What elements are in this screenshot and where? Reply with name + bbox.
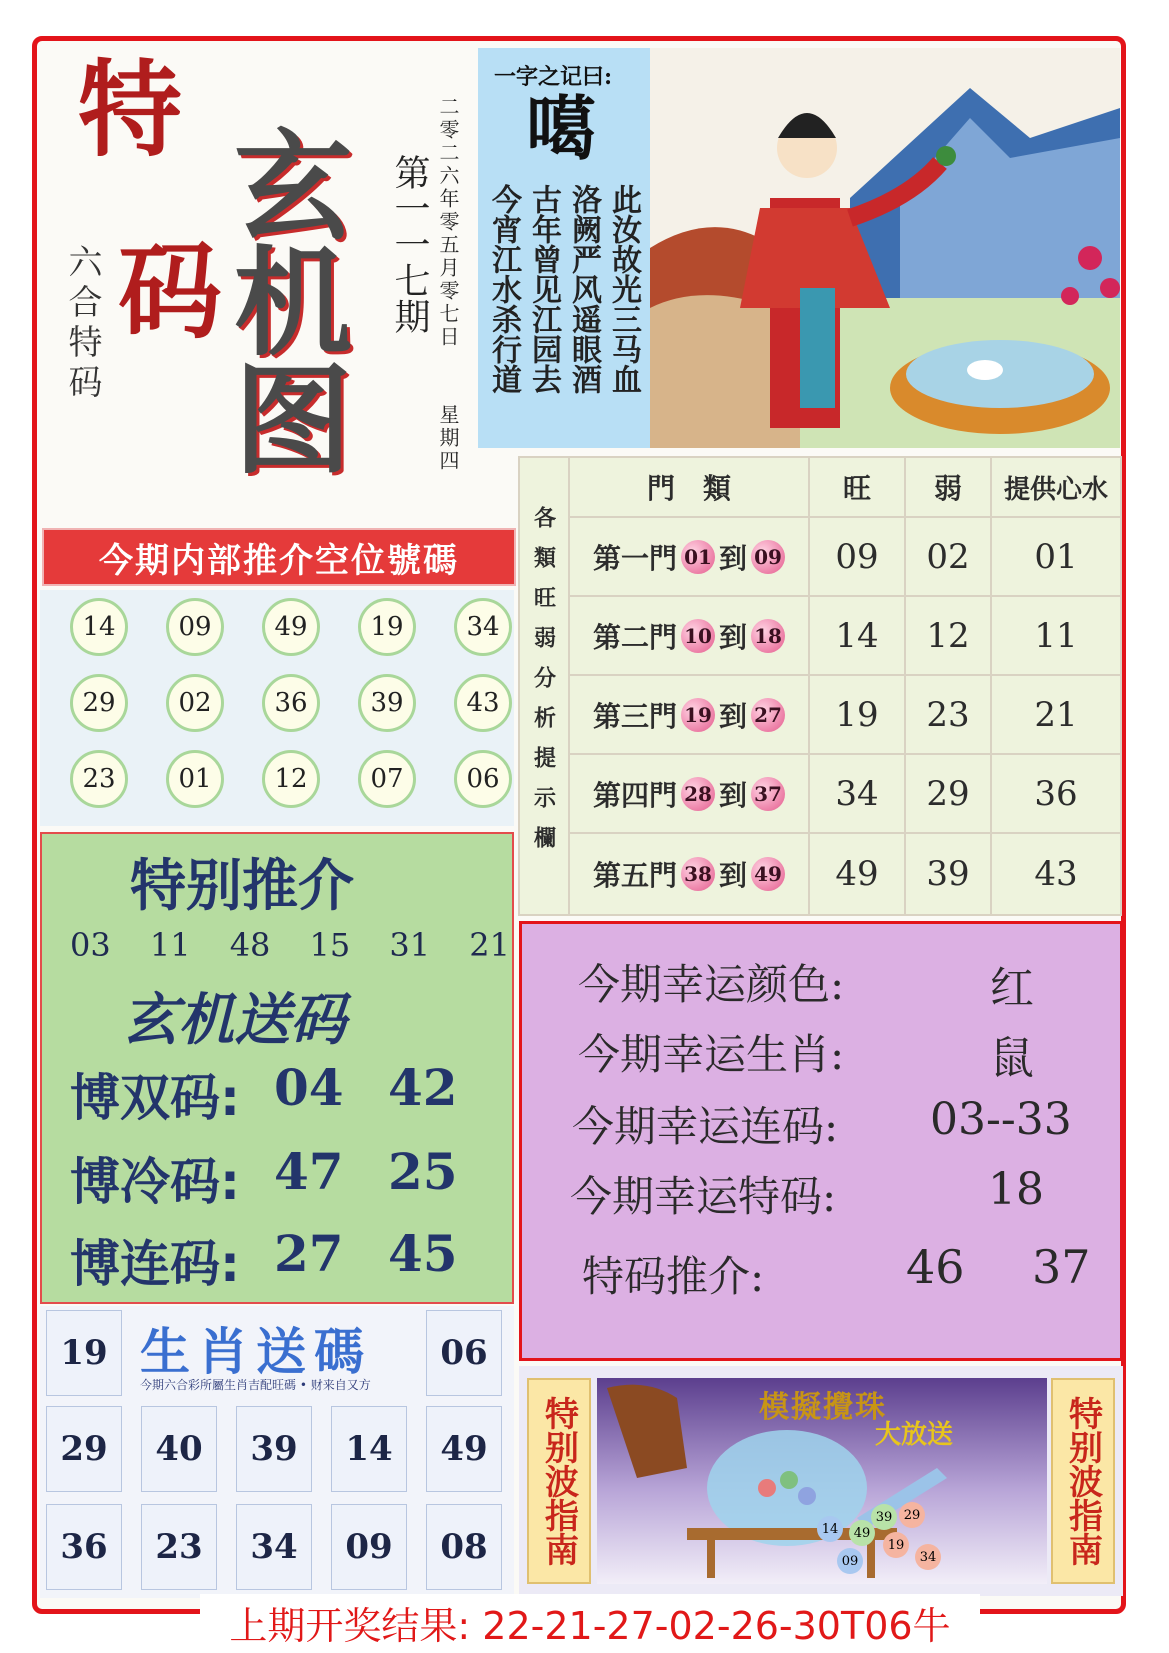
draw-date: 二零二六年零五月零七日 [436, 96, 460, 349]
row-1-to-ball: 09 [751, 540, 785, 574]
row-5-wang: 49 [808, 834, 904, 914]
row-2-to-ball: 18 [751, 619, 785, 653]
zodiac-number: 49 [426, 1406, 502, 1492]
liuhe-tema-label: 六合特码 [62, 244, 102, 404]
draw-weekday: 星期四 [436, 404, 460, 473]
table-row-1-category [568, 518, 808, 597]
special-number: 11 [149, 926, 191, 964]
zodiac-number: 06 [426, 1310, 502, 1396]
internal-number: 39 [358, 674, 416, 732]
internal-number: 43 [454, 674, 512, 732]
row-1-tip: 01 [990, 518, 1120, 597]
row-4-wang: 34 [808, 755, 904, 834]
draw-ball: 39 [871, 1504, 897, 1530]
internal-title: 今期内部推介空位號碼 [42, 528, 516, 586]
zodiac-number: 08 [426, 1504, 502, 1590]
table-row-5-category [568, 834, 808, 914]
tema-recommend-a: 46 [906, 1240, 965, 1294]
title-ma: 码 [118, 230, 223, 353]
last-draw-result: 上期开奖结果: 22-21-27-02-26-30T06牛 [200, 1594, 980, 1650]
bo-shuang-label: 博双码: [70, 1069, 240, 1127]
row-3-to-label: 到 [719, 699, 748, 733]
draw-title: 模擬攪珠 [759, 1390, 887, 1425]
draw-ball: 14 [817, 1516, 843, 1542]
table-row-4-category [568, 755, 808, 834]
row-3-to-ball: 27 [751, 698, 785, 732]
row-5-tip: 43 [990, 834, 1120, 914]
draw-ball: 29 [899, 1502, 925, 1528]
row-4-name: 第四門 [592, 778, 677, 812]
zodiac-number: 14 [331, 1406, 407, 1492]
title-ji: 机 [234, 233, 353, 372]
table-header-category: 門 類 [568, 458, 808, 518]
period-label: 第一一七期 [389, 154, 430, 334]
row-1-name: 第一門 [592, 541, 677, 575]
special-number: 15 [309, 926, 351, 964]
draw-ball: 19 [883, 1532, 909, 1558]
special-number: 48 [229, 926, 271, 964]
scholar-illustration [650, 48, 1120, 448]
row-3-name: 第三門 [592, 699, 677, 733]
lucky-zodiac-label: 今期幸运生肖: [578, 1030, 845, 1079]
row-2-tip: 11 [990, 597, 1120, 676]
row-5-from-ball: 38 [681, 857, 715, 891]
row-4-to-ball: 37 [751, 777, 785, 811]
row-1-wang: 09 [808, 518, 904, 597]
bo-shuang-a: 04 [274, 1058, 344, 1117]
lucky-zodiac-value: 鼠 [990, 1033, 1034, 1084]
bo-leng-b: 25 [388, 1142, 458, 1201]
row-3-wang: 19 [808, 676, 904, 755]
bo-leng-a: 47 [274, 1142, 344, 1201]
send-code-title: 玄机送码 [122, 988, 346, 1053]
internal-number: 07 [358, 750, 416, 808]
internal-number: 23 [70, 750, 128, 808]
zodiac-number: 40 [141, 1406, 217, 1492]
lucky-panel [519, 921, 1123, 1361]
row-5-ruo: 39 [904, 834, 990, 914]
internal-number: 34 [454, 598, 512, 656]
row-2-from-ball: 10 [681, 619, 715, 653]
category-analysis-table [518, 456, 1122, 916]
internal-number: 09 [166, 598, 224, 656]
internal-number: 06 [454, 750, 512, 808]
zodiac-panel [40, 1306, 514, 1598]
tema-recommend-b: 37 [1032, 1240, 1091, 1294]
bo-lian-b: 45 [388, 1224, 458, 1283]
table-side-label: 各類旺弱分析提示欄 [530, 506, 557, 866]
draw-subtitle: 大放送 [875, 1420, 954, 1450]
row-3-tip: 21 [990, 676, 1120, 755]
special-numbers [70, 926, 510, 964]
special-title: 特别推介 [130, 854, 354, 919]
row-1-from-ball: 01 [681, 540, 715, 574]
draw-ball: 49 [849, 1520, 875, 1546]
simulated-draw-panel [519, 1366, 1123, 1596]
table-header-wang: 旺 [808, 458, 904, 518]
row-2-wang: 14 [808, 597, 904, 676]
bo-lian-a: 27 [274, 1224, 344, 1283]
table-header-ruo: 弱 [904, 458, 990, 518]
lucky-color-label: 今期幸运颜色: [578, 960, 845, 1009]
special-number: 21 [469, 926, 510, 964]
zodiac-number: 39 [236, 1406, 312, 1492]
special-number: 31 [389, 926, 431, 964]
lucky-lianma-value: 03--33 [930, 1094, 1072, 1145]
zodiac-number: 36 [46, 1504, 122, 1590]
riddle-line-4: 今宵江水杀行道 [486, 184, 521, 394]
draw-ball: 34 [915, 1544, 941, 1570]
lucky-color-value: 红 [990, 963, 1034, 1014]
zodiac-number: 23 [141, 1504, 217, 1590]
draw-ball: 09 [837, 1548, 863, 1574]
riddle-line-1: 此汝故光三马血 [606, 184, 641, 394]
table-row-3-category [568, 676, 808, 755]
lucky-lianma-label: 今期幸运连码: [572, 1102, 839, 1151]
internal-numbers-panel [40, 590, 514, 826]
row-5-to-ball: 49 [751, 857, 785, 891]
row-1-ruo: 02 [904, 518, 990, 597]
internal-number: 19 [358, 598, 416, 656]
row-3-from-ball: 19 [681, 698, 715, 732]
row-4-tip: 36 [990, 755, 1120, 834]
riddle-line-3: 古年曾见江园去 [526, 184, 561, 394]
guide-side-right: 特别波指南 [1051, 1378, 1115, 1584]
internal-number: 12 [262, 750, 320, 808]
row-3-ruo: 23 [904, 676, 990, 755]
row-4-to-label: 到 [719, 778, 748, 812]
zodiac-number: 34 [236, 1504, 312, 1590]
row-2-name: 第二門 [592, 620, 677, 654]
table-row-2-category [568, 597, 808, 676]
lucky-tema-value: 18 [988, 1164, 1044, 1215]
riddle-label: 一字之记曰: [494, 64, 613, 90]
internal-number: 49 [262, 598, 320, 656]
lucky-tema-label: 今期幸运特码: [570, 1172, 837, 1221]
internal-number: 29 [70, 674, 128, 732]
row-4-from-ball: 28 [681, 777, 715, 811]
zodiac-number: 19 [46, 1310, 122, 1396]
riddle-line-2: 洛阙严风遥眼酒 [566, 184, 601, 394]
zodiac-title: 生肖送碼 [140, 1323, 372, 1381]
tema-recommend-label: 特码推介: [582, 1252, 765, 1301]
riddle-panel [478, 48, 650, 448]
bo-shuang-b: 42 [388, 1058, 458, 1117]
row-4-ruo: 29 [904, 755, 990, 834]
bo-leng-label: 博冷码: [70, 1153, 240, 1211]
table-header-tip: 提供心水 [990, 458, 1120, 518]
internal-number: 36 [262, 674, 320, 732]
row-5-to-label: 到 [719, 859, 748, 892]
title-te: 特 [78, 48, 183, 171]
riddle-char: 噶 [526, 87, 596, 170]
internal-number: 01 [166, 750, 224, 808]
title-tu: 图 [234, 351, 353, 490]
row-5-name: 第五門 [592, 859, 677, 892]
internal-number: 14 [70, 598, 128, 656]
special-recommend-panel [40, 832, 514, 1304]
row-2-ruo: 12 [904, 597, 990, 676]
guide-side-left: 特别波指南 [527, 1378, 591, 1584]
title-xuan: 玄 [234, 117, 353, 256]
zodiac-subtitle: 今期六合彩所屬生肖吉配旺碼 • 财来自又方 [140, 1378, 371, 1392]
zodiac-number: 09 [331, 1504, 407, 1590]
zodiac-number: 29 [46, 1406, 122, 1492]
bo-lian-label: 博连码: [70, 1235, 240, 1293]
internal-number: 02 [166, 674, 224, 732]
special-number: 03 [70, 926, 111, 964]
row-2-to-label: 到 [719, 620, 748, 654]
row-1-to-label: 到 [719, 541, 748, 575]
